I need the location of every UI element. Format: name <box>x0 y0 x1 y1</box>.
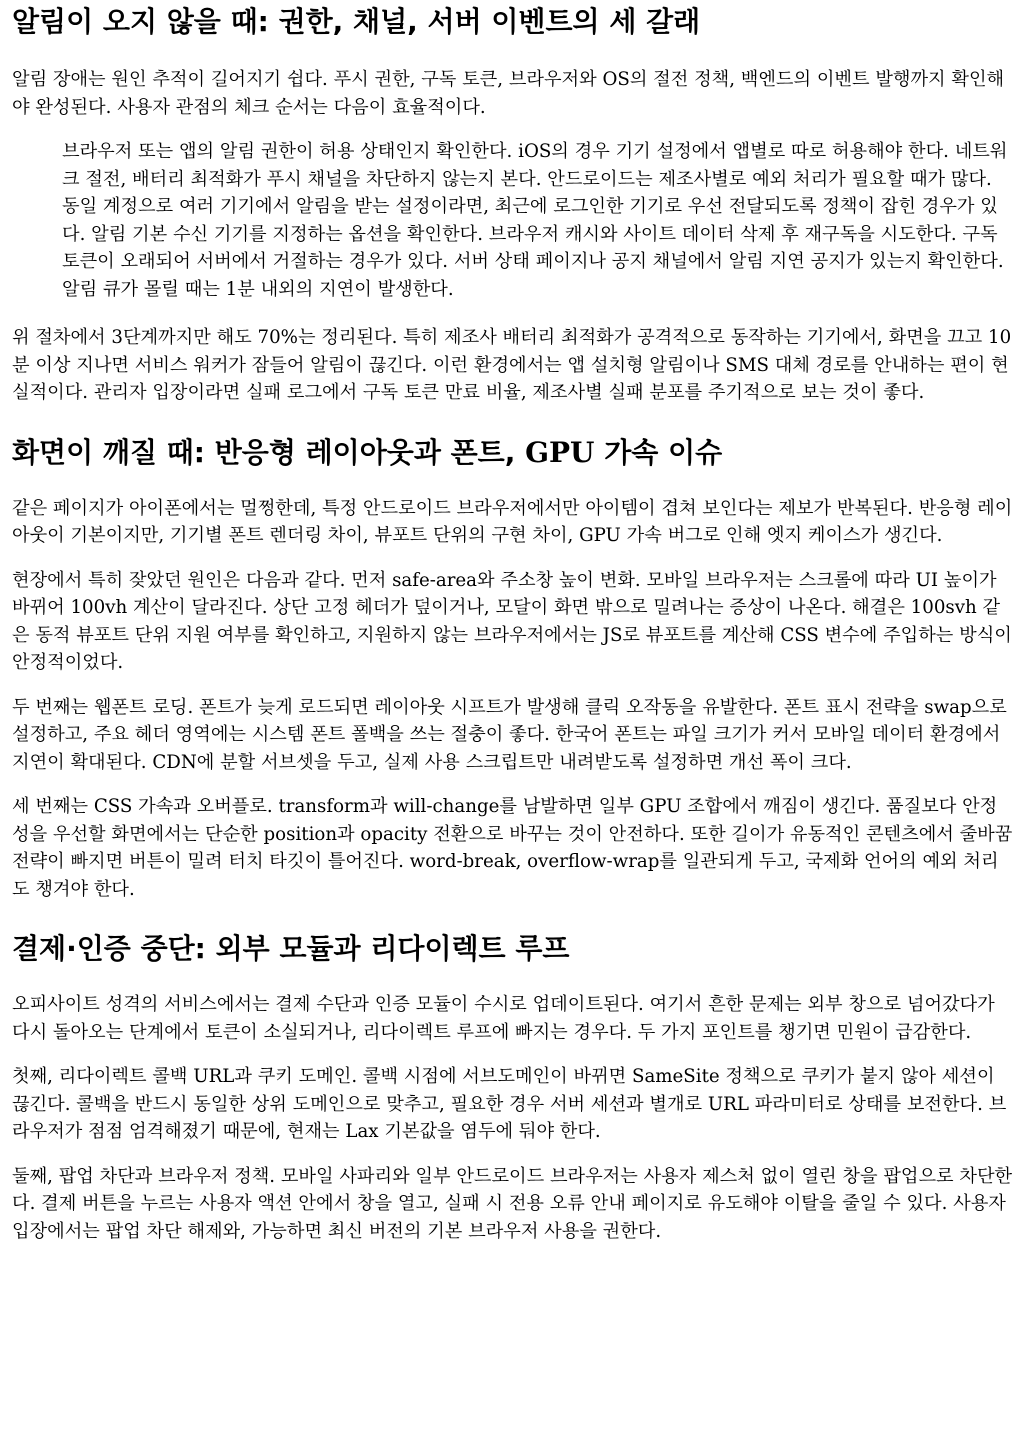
heading-layout-tail: 가속 이슈 <box>594 435 723 469</box>
layout-paragraph-3: 두 번째는 웹폰트 로딩. 폰트가 늦게 로드되면 레이아웃 시프트가 발생해 클릭 오작동을 유발한다. 폰트 표시 전략을 swap으로 설정하고, 주요 헤더 영역에는 시스템 폰트 폴백을 쓰는 절충이 좋다. 한국어 폰트는 파일 크기가 커서 모바일 데이터 환경에서 지연이 확대된다. CDN에 분할 서브셋을 두고, 실제 사용 스크립트만 내려받도록 설정하면 개선 폭이 크다. <box>12 696 1007 773</box>
notifications-intro-paragraph: 알림 장애는 원인 추적이 길어지기 쉽다. 푸시 권한, 구독 토큰, 브라우저와 OS의 절전 정책, 백엔드의 이벤트 발행까지 확인해야 완성된다. 사용자 관점의 체크 순서는 다음이 효율적이다. <box>12 69 1005 118</box>
layout-paragraph-4: 세 번째는 CSS 가속과 오버플로. transform과 will-change를 남발하면 일부 GPU 조합에서 깨짐이 생긴다. 품질보다 안정성을 우선할 화면에서는 단순한 position과 opacity 전환으로 바꾸는 것이 안전하다. 또한 길이가 유동적인 콘텐츠에서 줄바꿈 전략이 빠지면 버튼이 밀려 터치 타깃이 틀어진다. word-break, overflow-wrap를 일관되게 두고, 국제화 언어의 예외 처리도 챙겨야 한다. <box>12 796 1013 900</box>
section-heading-layout <box>12 435 1014 471</box>
notifications-outro-paragraph: 위 절차에서 3단계까지만 해도 70%는 정리된다. 특히 제조사 배터리 최적화가 공격적으로 동작하는 기기에서, 화면을 끄고 10분 이상 지나면 서비스 워커가 잠들어 알림이 끊긴다. 이런 환경에서는 앱 설치형 알림이나 SMS 대체 경로를 안내하는 편이 현실적이다. 관리자 입장이라면 실패 로그에서 구독 토큰 만료 비율, 제조사별 실패 분포를 주기적으로 보는 것이 좋다. <box>12 327 1012 403</box>
section-heading-notifications: 알림이 오지 않을 때: 권한, 채널, 서버 이벤트의 세 갈래 <box>12 5 701 38</box>
section-heading-payment: 결제·인증 중단: 외부 모듈과 리다이렉트 루프 <box>12 932 570 965</box>
payment-paragraph-2: 첫째, 리다이렉트 콜백 URL과 쿠키 도메인. 콜백 시점에 서브도메인이 바뀌면 SameSite 정책으로 쿠키가 붙지 않아 세션이 끊긴다. 콜백을 반드시 동일한 상위 도메인으로 맞추고, 필요한 경우 서버 세션과 별개로 URL 파라미터로 상태를 보전한다. 브라우저가 점점 엄격해졌기 때문에, 현재는 Lax 기본값을 염두에 둬야 한다. <box>12 1066 1007 1142</box>
notifications-checklist-quote: 브라우저 또는 앱의 알림 권한이 허용 상태인지 확인한다. iOS의 경우 기기 설정에서 앱별로 따로 허용해야 한다. 네트워크 절전, 배터리 최적화가 푸시 채널을 차단하지 않는지 본다. 안드로이드는 제조사별로 예외 처리가 필요할 때가 많다. 동일 계정으로 여러 기기에서 알림을 받는 설정이라면, 최근에 로그인한 기기로 우선 전달되도록 정책이 잡힌 경우가 있다. 알림 기본 수신 기기를 지정하는 옵션을 확인한다. 브라우저 캐시와 사이트 데이터 삭제 후 재구독을 시도한다. 구독 토큰이 오래되어 서버에서 거절하는 경우가 있다. 서버 상태 페이지나 공지 채널에서 알림 지연 공지가 있는지 확인한다. 알림 큐가 몰릴 때는 1분 내외의 지연이 발생한다. <box>62 141 1008 300</box>
payment-paragraph-1: 오피사이트 성격의 서비스에서는 결제 수단과 인증 모듈이 수시로 업데이트된다. 여기서 흔한 문제는 외부 창으로 넘어갔다가 다시 돌아오는 단계에서 토큰이 소실되거나, 리다이렉트 루프에 빠지는 경우다. 두 가지 포인트를 챙기면 민원이 급감한다. <box>12 994 995 1043</box>
payment-paragraph-3: 둘째, 팝업 차단과 브라우저 정책. 모바일 사파리와 일부 안드로이드 브라우저는 사용자 제스처 없이 열린 창을 팝업으로 차단한다. 결제 버튼을 누르는 사용자 액션 안에서 창을 열고, 실패 시 전용 오류 안내 페이지로 유도해야 이탈을 줄일 수 있다. 사용자 입장에서는 팝업 차단 해제와, 가능하면 최신 버전의 기본 브라우저 사용을 권한다. <box>12 1165 1013 1242</box>
layout-paragraph-1: 같은 페이지가 아이폰에서는 멀쩡한데, 특정 안드로이드 브라우저에서만 아이템이 겹쳐 보인다는 제보가 반복된다. 반응형 레이아웃이 기본이지만, 기기별 폰트 렌더링 차이, 뷰포트 단위의 구현 차이, GPU 가속 버그로 인해 엣지 케이스가 생긴다. <box>12 497 1013 546</box>
heading-layout-latin: GPU <box>525 435 595 469</box>
heading-layout-main: 화면이 깨질 때: 반응형 레이아웃과 폰트, <box>12 435 526 469</box>
layout-paragraph-2: 현장에서 특히 잦았던 원인은 다음과 같다. 먼저 safe-area와 주소창 높이 변화. 모바일 브라우저는 스크롤에 따라 UI 높이가 바뀌어 100vh 계산이 달라진다. 상단 고정 헤더가 덮이거나, 모달이 화면 밖으로 밀려나는 증상이 나온다. 해결은 100svh 같은 동적 뷰포트 단위 지원 여부를 확인하고, 지원하지 않는 브라우저에서는 JS로 뷰포트를 계산해 CSS 변수에 주입하는 방식이 안정적이었다. <box>12 569 1012 673</box>
